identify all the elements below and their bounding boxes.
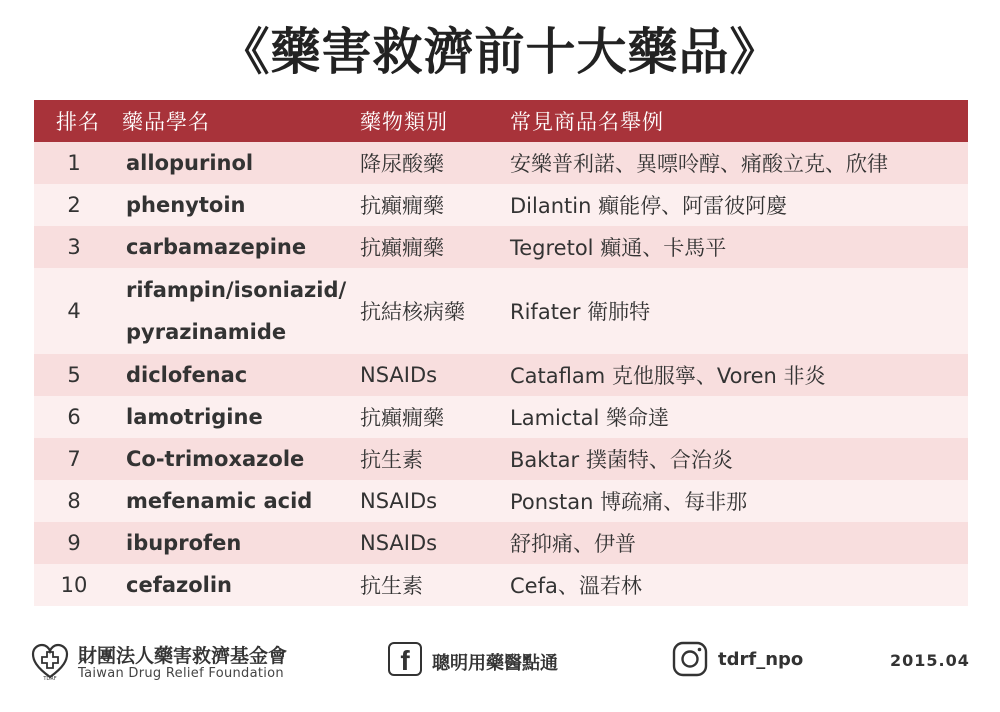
header-name: 藥品學名: [122, 100, 360, 142]
page-title: 《藥害救濟前十大藥品》: [219, 23, 781, 81]
header-category: 藥物類別: [360, 100, 510, 142]
drug-name-cell: ibuprofen: [122, 522, 360, 564]
rank-cell: 10: [34, 564, 122, 606]
category-cell: 抗生素: [360, 564, 510, 606]
table-row: [34, 354, 968, 396]
brands-cell: Cataflam 克他服寧、Voren 非炎: [510, 354, 968, 396]
drug-name-cell: allopurinol: [122, 142, 360, 184]
brands-cell: 安樂普利諾、異嘌呤醇、痛酸立克、欣律: [510, 142, 968, 184]
rank-cell: 8: [34, 480, 122, 522]
rank-cell: 6: [34, 396, 122, 438]
category-cell: NSAIDs: [360, 354, 510, 396]
rank-cell: 1: [34, 142, 122, 184]
brands-cell: Baktar 撲菌特、合治炎: [510, 438, 968, 480]
rank-cell: 9: [34, 522, 122, 564]
table-row: [34, 522, 968, 564]
table-row: [34, 142, 968, 184]
drug-name-line-2: pyrazinamide: [126, 320, 287, 344]
category-cell: 抗癲癇藥: [360, 184, 510, 226]
rank-cell: 7: [34, 438, 122, 480]
table-row: [34, 564, 968, 606]
table-row: [34, 226, 968, 268]
drug-name-cell: phenytoin: [122, 184, 360, 226]
drug-name-line-1: rifampin/isoniazid/: [126, 278, 347, 302]
brands-cell: Dilantin 癲能停、阿雷彼阿慶: [510, 184, 968, 226]
table-row: [34, 480, 968, 522]
logo-text: TDRF: [43, 676, 57, 682]
drug-name-cell: lamotrigine: [122, 396, 360, 438]
organization-name: 財團法人藥害救濟基金會: [78, 645, 288, 667]
drug-name-cell: Co-trimoxazole: [122, 438, 360, 480]
rank-cell: 4: [34, 268, 122, 354]
header-rank: 排名: [34, 100, 122, 142]
drug-name-cell: cefazolin: [122, 564, 360, 606]
table-row: [34, 438, 968, 480]
table-row: [34, 396, 968, 438]
drug-name-cell: [122, 268, 360, 354]
brands-cell: Cefa、溫若林: [510, 564, 968, 606]
drug-table: [34, 100, 968, 606]
organization-english-name: Taiwan Drug Relief Foundation: [78, 666, 284, 681]
instagram-icon[interactable]: [672, 641, 708, 677]
brands-cell: 舒抑痛、伊普: [510, 522, 968, 564]
header-brands: 常見商品名舉例: [510, 100, 968, 142]
facebook-icon[interactable]: f: [388, 642, 422, 676]
category-cell: 抗癲癇藥: [360, 226, 510, 268]
footer: [0, 636, 1000, 686]
category-cell: NSAIDs: [360, 522, 510, 564]
table-header-row: [34, 100, 968, 142]
brands-cell: Tegretol 癲通、卡馬平: [510, 226, 968, 268]
table-row: [34, 184, 968, 226]
rank-cell: 5: [34, 354, 122, 396]
drug-name-cell: mefenamic acid: [122, 480, 360, 522]
table-row: [34, 268, 968, 354]
heart-cross-logo-icon: [30, 642, 70, 682]
facebook-page-label[interactable]: 聰明用藥醫點通: [432, 653, 558, 674]
instagram-handle[interactable]: tdrf_npo: [718, 649, 804, 670]
category-cell: 抗結核病藥: [360, 268, 510, 354]
rank-cell: 2: [34, 184, 122, 226]
category-cell: 抗癲癇藥: [360, 396, 510, 438]
brands-cell: Rifater 衛肺特: [510, 268, 968, 354]
category-cell: 抗生素: [360, 438, 510, 480]
rank-cell: 3: [34, 226, 122, 268]
brands-cell: Lamictal 樂命達: [510, 396, 968, 438]
drug-name-cell: carbamazepine: [122, 226, 360, 268]
category-cell: 降尿酸藥: [360, 142, 510, 184]
category-cell: NSAIDs: [360, 480, 510, 522]
drug-name-cell: diclofenac: [122, 354, 360, 396]
brands-cell: Ponstan 博疏痛、每非那: [510, 480, 968, 522]
publication-date: 2015.04: [890, 651, 970, 670]
